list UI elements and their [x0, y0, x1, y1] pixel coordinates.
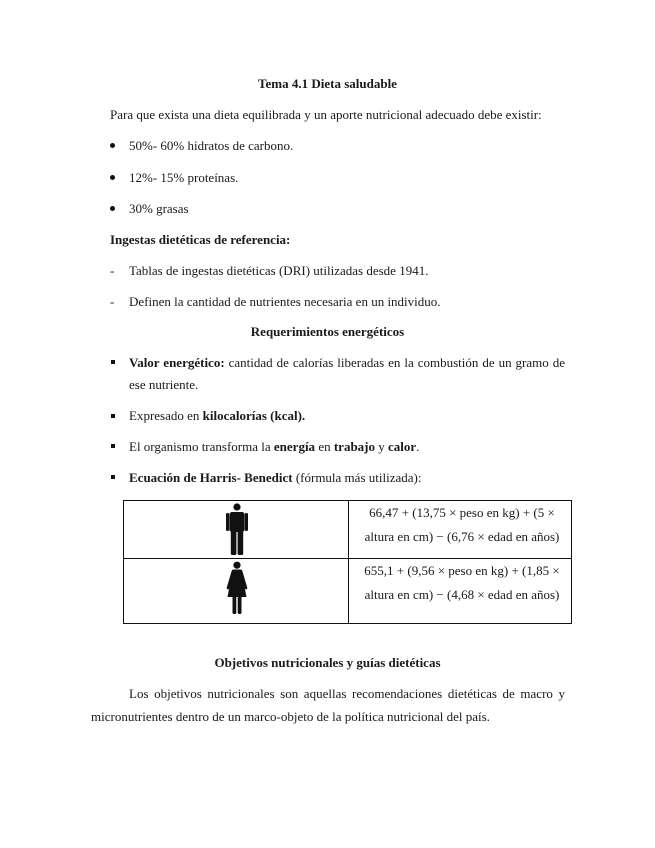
intro-paragraph: Para que exista una dieta equilibrada y un aporte nutricional adecuado debe existir: [110, 107, 542, 122]
transform-period: . [416, 439, 420, 454]
macro-item-protein: 12%- 15% proteínas. [129, 170, 239, 185]
dri-item-define: Definen la cantidad de nutrientes necesaria en un individuo. [129, 294, 441, 309]
transform-item [129, 439, 419, 455]
female-formula-line-1: 655,1 + (9,56 × peso en kg) + (1,85 × [364, 563, 560, 578]
transform-connector: en [315, 439, 334, 454]
page-title: Tema 4.1 Dieta saludable [258, 76, 397, 91]
bullet-dot [110, 175, 115, 180]
macro-item-fat: 30% grasas [129, 201, 189, 216]
male-icon-cell [124, 501, 349, 559]
bullet-square [111, 444, 115, 448]
dri-item-tables: Tablas de ingestas dietéticas (DRI) utilizadas desde 1941. [129, 263, 429, 278]
bullet-dot [110, 143, 115, 148]
bullet-dot [110, 206, 115, 211]
harris-benedict-item [129, 470, 421, 486]
energy-value-item [129, 355, 565, 371]
work-term: trabajo [333, 439, 376, 454]
table-row-female [124, 559, 572, 624]
kcal-term: kilocalorías (kcal). [202, 408, 306, 423]
female-formula [349, 559, 571, 607]
male-formula [349, 501, 571, 549]
goals-paragraph-line-1: Los objetivos nutricionales son aquellas recomendaciones dietéticas de macro y [129, 686, 565, 701]
male-formula-line-2: altura en cm) − (6,76 × edad en años) [364, 529, 560, 544]
bullet-square [111, 414, 115, 418]
male-formula-cell [349, 501, 572, 559]
harris-benedict-table [123, 500, 572, 624]
female-formula-line-2: altura en cm) − (4,68 × edad en años) [364, 587, 560, 602]
macro-item-carbs: 50%- 60% hidratos de carbono. [129, 138, 294, 153]
heat-term: calor [388, 439, 417, 454]
goals-paragraph-line-2: micronutrientes dentro de un marco-objeto de la política nutricional del país. [91, 709, 490, 724]
dash-marker: - [110, 263, 115, 278]
female-figure-icon [226, 561, 248, 615]
male-figure-icon [226, 503, 248, 555]
bullet-square [111, 360, 115, 364]
kcal-prefix: Expresado en [129, 408, 203, 423]
harris-benedict-note: (fórmula más utilizada): [292, 470, 422, 485]
harris-benedict-term: Ecuación de Harris- Benedict [129, 470, 293, 485]
male-formula-line-1: 66,47 + (13,75 × peso en kg) + (5 × [369, 505, 555, 520]
female-formula-cell [349, 559, 572, 624]
energy-value-term: Valor energético: [129, 355, 225, 370]
energy-value-continuation: ese nutriente. [129, 377, 199, 392]
table-row-male [124, 501, 572, 559]
energy-term: energía [273, 439, 316, 454]
energy-heading: Requerimientos energéticos [250, 324, 405, 339]
transform-prefix: El organismo transforma la [129, 439, 274, 454]
dri-heading: Ingestas dietéticas de referencia: [110, 232, 291, 247]
dash-marker: - [110, 294, 115, 309]
female-icon-cell [124, 559, 349, 624]
goals-heading: Objetivos nutricionales y guías dietéticas [214, 655, 441, 670]
bullet-square [111, 475, 115, 479]
energy-value-definition: cantidad de calorías liberadas en la combustión de un gramo de [224, 355, 565, 370]
transform-connector: y [375, 439, 389, 454]
kcal-item [129, 408, 305, 424]
